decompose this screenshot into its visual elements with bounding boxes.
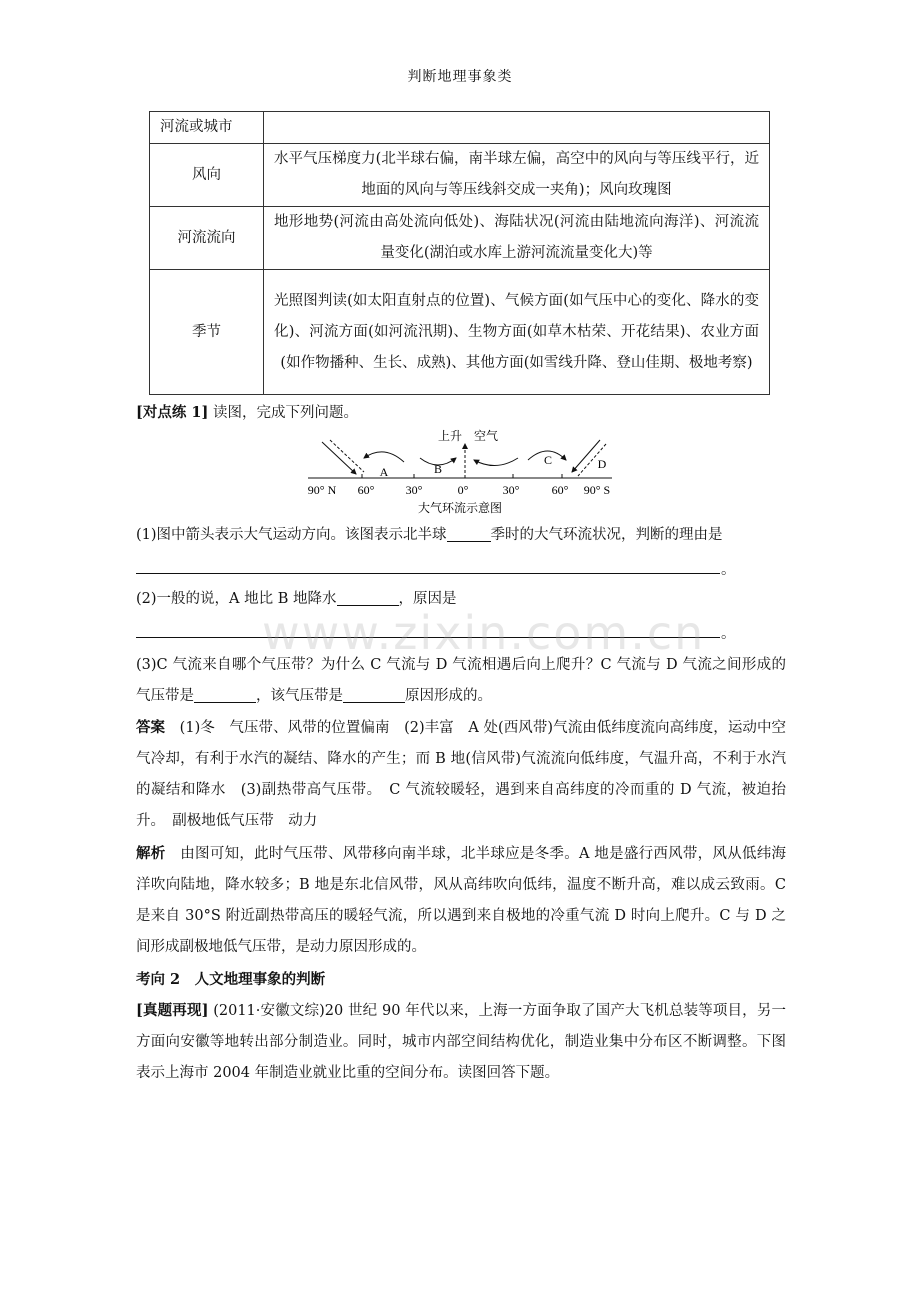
question-text: (3)C 气流来自哪个气压带？为什么 C 气流与 D 气流相遇后向上爬升？C 气流与 D 气流之间形成的气压带是 (136, 657, 786, 704)
answer-text: (1)冬 气压带、风带的位置偏南 (2)丰富 A 处(西风带)气流由低纬度流向高纬度，运动中空气冷却，有利于水汽的凝结、降水的产生；而 B 地(信风带)气流流向低纬度，气温升高，不利于水汽的凝结和降水 (3)副热带高气压带。 C 气流较暖轻，遇到来自高纬度的冷而重的 D 气流，被迫抬升。 副极地低气压带 动力 (136, 720, 786, 829)
criteria-table (149, 111, 770, 395)
rise-label: 上升 (437, 429, 463, 443)
analysis-label: 解析 (136, 845, 166, 862)
tick-label: 30° (502, 483, 520, 497)
question-text: ，原因是 (398, 591, 457, 607)
tick-label: 60° (357, 483, 375, 497)
watermark: www.zixin.com.cn (262, 606, 706, 660)
tick-label: 90° N (307, 483, 337, 497)
exercise-prompt: 读图，完成下列问题。 (212, 405, 358, 421)
question-text: (2)一般的说，A 地比 B 地降水 (136, 591, 337, 607)
air-label: 空气 (473, 429, 499, 443)
table-row (150, 144, 770, 207)
answer-line[interactable] (136, 573, 720, 574)
letter-c: C (543, 453, 553, 467)
exam-tag: [真题再现] (136, 1002, 209, 1019)
answer-blank[interactable] (194, 684, 256, 703)
answer-blank[interactable] (447, 523, 491, 542)
period: 。 (721, 626, 736, 642)
tick-label: 60° (551, 483, 569, 497)
table-cell-label: 河流或城市 (150, 112, 264, 144)
tick-label: 30° (405, 483, 423, 497)
table-cell-content: 地形地势(河流由高处流向低处)、海陆状况(河流由陆地流向海洋)、河流流量变化(湖泊或水库上游河流流量变化大)等 (264, 207, 770, 270)
table-cell-content: 光照图判读(如太阳直射点的位置)、气候方面(如气压中心的变化、降水的变化)、河流方面(如河流汛期)、生物方面(如草木枯荣、开花结果)、农业方面(如作物播种、生长、成熟)、其他方面(如雪线升降、登山佳期、极地考察) (264, 270, 770, 395)
answer-label: 答案 (136, 719, 166, 736)
table-row (150, 207, 770, 270)
exam-question-paragraph (136, 995, 786, 1089)
answer-blank[interactable] (343, 684, 405, 703)
letter-b: B (433, 462, 443, 476)
table-cell-label: 风向 (150, 144, 264, 207)
question-3 (136, 650, 786, 712)
page-title: 判断地理事象类 (407, 69, 513, 85)
answer-paragraph (136, 712, 786, 837)
section-heading: 考向 2 人文地理事象的判断 (136, 971, 326, 988)
exercise-tag: [对点练 1] (136, 404, 209, 421)
table-cell-content (264, 112, 770, 144)
question-text: 原因形成的。 (405, 688, 492, 704)
answer-blank[interactable] (337, 587, 399, 606)
tick-label: 0° (457, 483, 469, 497)
atmospheric-circulation-diagram (300, 424, 620, 516)
question-text: (1)图中箭头表示大气运动方向。该图表示北半球 (136, 527, 447, 543)
letter-d: D (597, 457, 607, 471)
tick-label: 90° S (583, 483, 611, 497)
analysis-paragraph (136, 838, 786, 963)
flow-arrow-a (364, 452, 404, 462)
analysis-text: 由图可知，此时气压带、风带移向南半球，北半球应是冬季。A 地是盛行西风带，风从低纬海洋吹向陆地，降水较多；B 地是东北信风带，风从高纬吹向低纬，温度不断升高，难以成云致雨。C 是来自 30°S 附近副热带高压的暖轻气流，所以遇到来自极地的冷重气流 D 时向上爬升。C 与 D 之间形成副极地低气压带，是动力原因形成的。 (136, 846, 786, 955)
question-text: 季时的大气环流状况，判断的理由是 (490, 527, 723, 543)
table-cell-content: 水平气压梯度力(北半球右偏，南半球左偏，高空中的风向与等压线平行，近地面的风向与等压线斜交成一夹角)；风向玫瑰图 (264, 144, 770, 207)
descending-air-dashed (330, 440, 364, 472)
question-1 (136, 520, 786, 551)
table-cell-label: 季节 (150, 270, 264, 395)
descending-air-arrow (322, 442, 356, 474)
period: 。 (721, 562, 736, 578)
table-cell-label: 河流流向 (150, 207, 264, 270)
table-row (150, 112, 770, 144)
exam-text: (2011·安徽文综)20 世纪 90 年代以来，上海一方面争取了国产大飞机总装等项目，另一方面向安徽等地转出部分制造业。同时，城市内部空间结构优化，制造业集中分布区不断调整。下图表示上海市 2004 年制造业就业比重的空间分布。读图回答下题。 (136, 1003, 786, 1081)
table-row (150, 270, 770, 395)
diagram-caption: 大气环流示意图 (417, 501, 503, 515)
letter-a: A (379, 465, 389, 479)
flow-arrow-mid (474, 458, 518, 466)
question-text: ，该气压带是 (256, 688, 343, 704)
